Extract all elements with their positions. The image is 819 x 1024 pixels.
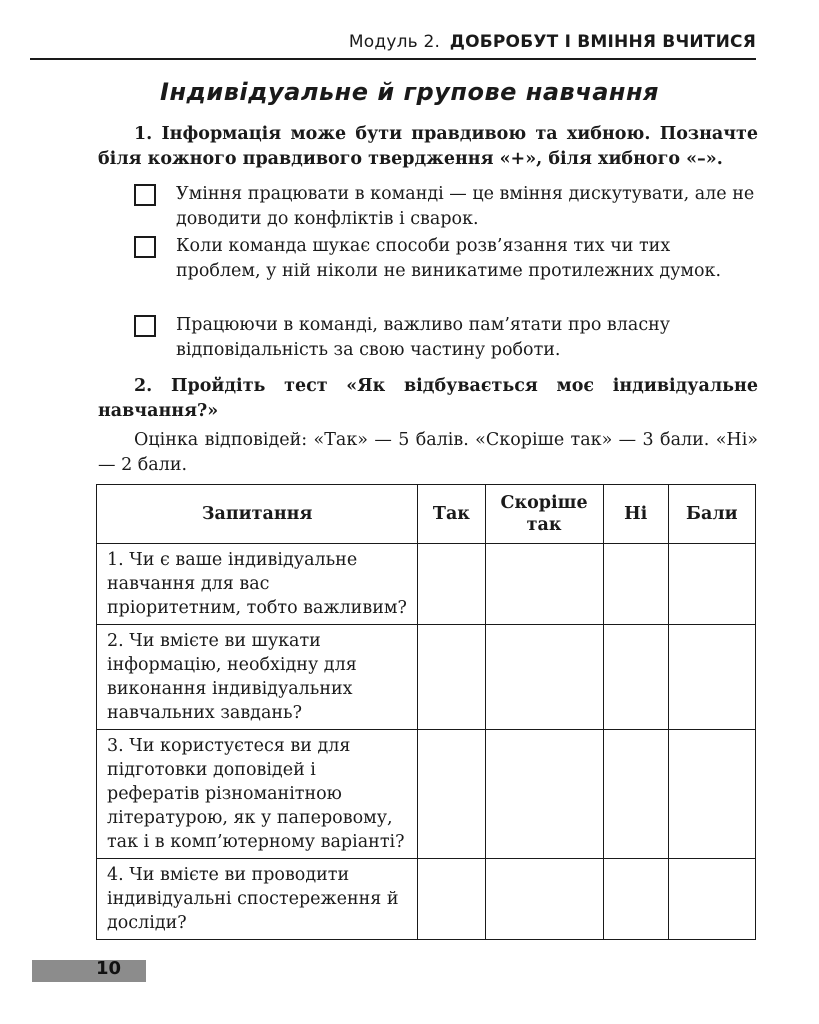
table-header-row [97, 485, 756, 544]
statement-1 [134, 182, 760, 232]
table-row [97, 730, 756, 859]
statement-3-text: Працюючи в команді, важливо пам’ятати про власну відповідальність за свою частину роботи. [176, 315, 671, 360]
header-yes: Так [418, 485, 485, 544]
score-cell[interactable] [668, 625, 755, 730]
table-row [97, 625, 756, 730]
answer-yes-cell[interactable] [418, 859, 485, 940]
header-rather-yes: Скоріше так [485, 485, 603, 544]
task2-heading: 2. Пройдіть тест «Як відбувається моє індивідуальне навчання?» [98, 376, 758, 421]
statement-3-checkbox[interactable] [134, 315, 156, 337]
question-cell: 4. Чи вмієте ви проводити індивідуальні спостереження й досліди? [97, 859, 418, 940]
task1-heading: 1. Інформація може бути правдивою та хибною. Позначте біля кожного правдивого твердження «+», біля хибного «–». [98, 124, 758, 169]
statement-2-text: Коли команда шукає способи розв’язання тих чи тих проблем, у ній ніколи не виникатиме протилежних думок. [176, 236, 722, 281]
answer-no-cell[interactable] [603, 625, 668, 730]
header-score: Бали [668, 485, 755, 544]
scoring-rules: Оцінка відповідей: «Так» — 5 балів. «Скоріше так» — 3 бали. «Ні» — 2 бали. [98, 430, 758, 475]
score-cell[interactable] [668, 730, 755, 859]
answer-rather-yes-cell[interactable] [485, 730, 603, 859]
answer-no-cell[interactable] [603, 859, 668, 940]
page-number: 10 [96, 958, 122, 979]
score-cell[interactable] [668, 859, 755, 940]
table-row [97, 544, 756, 625]
table-row [97, 859, 756, 940]
statement-2 [134, 234, 760, 284]
page-number-bar [32, 960, 146, 982]
statement-1-text: Уміння працювати в команді — це вміння дискутувати, але не доводити до конфліктів і сварок. [176, 184, 755, 229]
header-no: Ні [603, 485, 668, 544]
statement-1-checkbox[interactable] [134, 184, 156, 206]
question-cell: 3. Чи користуєтеся ви для підготовки доповідей і рефератів різноманітною літературою, як у паперовому, так і в комп’ютерному варіанті? [97, 730, 418, 859]
module-title: ДОБРОБУТ І ВМІННЯ ВЧИТИСЯ [449, 32, 756, 52]
running-header [32, 32, 756, 52]
question-cell: 1. Чи є ваше індивідуальне навчання для вас пріоритетним, тобто важливим? [97, 544, 418, 625]
question-cell: 2. Чи вмієте ви шукати інформацію, необхідну для виконання індивідуальних навчальних завдань? [97, 625, 418, 730]
answer-yes-cell[interactable] [418, 625, 485, 730]
module-prefix: Модуль 2. [348, 32, 441, 52]
answer-rather-yes-cell[interactable] [485, 544, 603, 625]
answer-yes-cell[interactable] [418, 544, 485, 625]
header-divider [30, 58, 756, 60]
answer-rather-yes-cell[interactable] [485, 625, 603, 730]
header-question: Запитання [97, 485, 418, 544]
answer-yes-cell[interactable] [418, 730, 485, 859]
statement-2-checkbox[interactable] [134, 236, 156, 258]
answer-rather-yes-cell[interactable] [485, 859, 603, 940]
score-cell[interactable] [668, 544, 755, 625]
answer-no-cell[interactable] [603, 730, 668, 859]
survey-table [96, 484, 756, 940]
page-title: Індивідуальне й групове навчання [160, 78, 659, 106]
statement-3 [134, 313, 760, 363]
answer-no-cell[interactable] [603, 544, 668, 625]
